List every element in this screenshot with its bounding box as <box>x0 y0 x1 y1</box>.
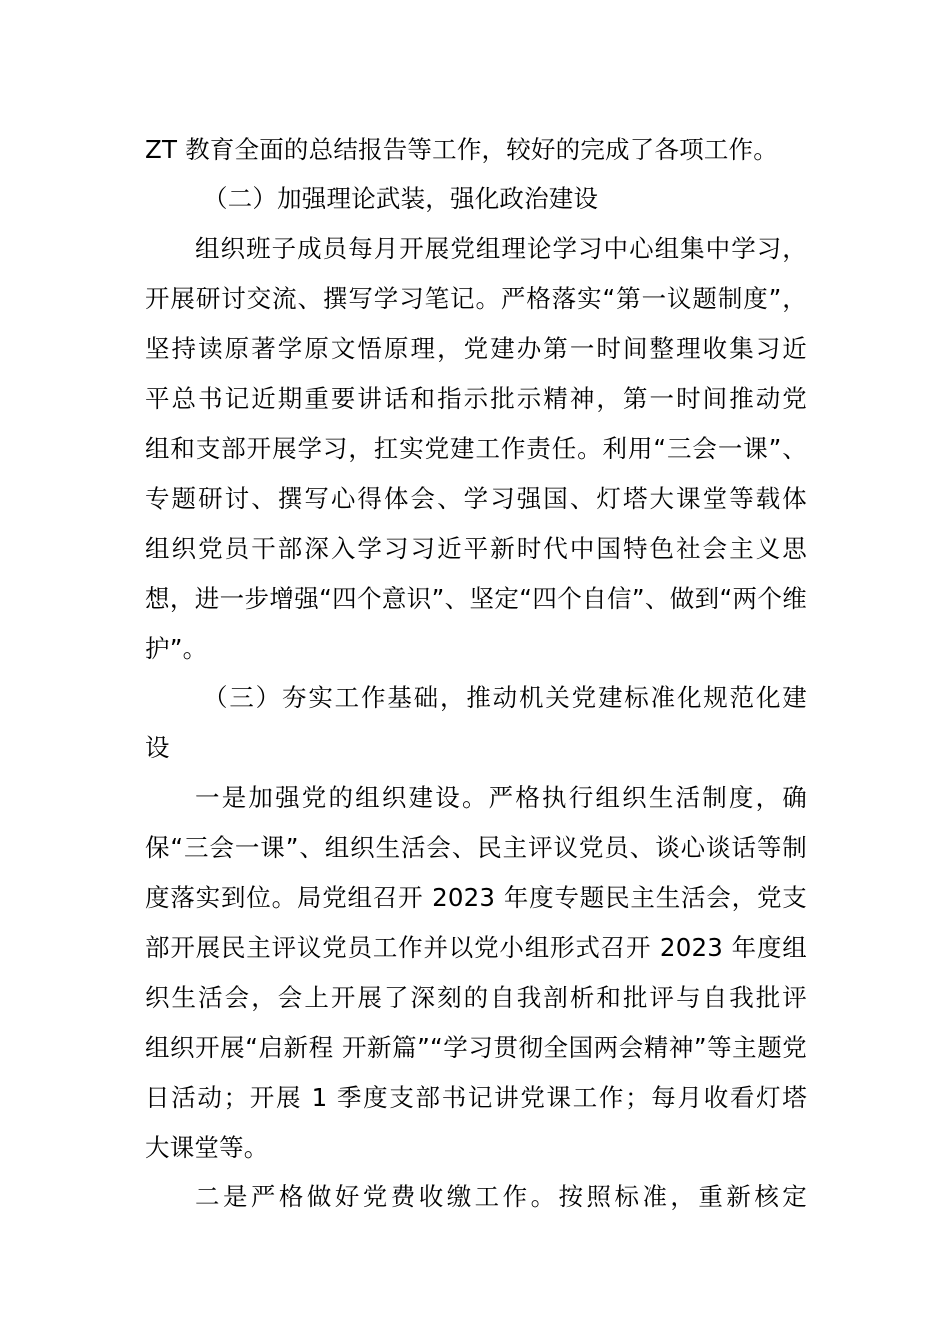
paragraph-3-line: 大课堂等。 <box>145 1133 269 1162</box>
paragraph-3-line: 日活动；开展 1 季度支部书记讲党课工作；每月收看灯塔 <box>145 1083 807 1112</box>
paragraph-2-line: 组织班子成员每月开展党组理论学习中心组集中学习， <box>195 234 807 263</box>
paragraph-2-line: 组织党员干部深入学习习近平新时代中国特色社会主义思 <box>145 534 807 563</box>
paragraph-3-line: 保“三会一课”、组织生活会、民主评议党员、谈心谈话等制 <box>145 833 807 862</box>
paragraph-2-line: 想，进一步增强“四个意识”、坚定“四个自信”、做到“两个维 <box>145 584 807 613</box>
paragraph-3-line: 组织开展“启新程 开新篇”“学习贯彻全国两会精神”等主题党 <box>145 1033 807 1062</box>
paragraph-3-line: 织生活会，会上开展了深刻的自我剖析和批评与自我批评 <box>145 983 807 1012</box>
paragraph-2-line: 护”。 <box>145 634 208 663</box>
paragraph-2-line: 开展研讨交流、撰写学习笔记。严格落实“第一议题制度”， <box>145 284 807 313</box>
section-heading-3-cont: 设 <box>145 733 170 762</box>
section-heading-2: （二）加强理论武装，强化政治建设 <box>203 184 599 213</box>
paragraph-2-line: 组和支部开展学习，扛实党建工作责任。利用“三会一课”、 <box>145 434 807 463</box>
paragraph-3-line: 部开展民主评议党员工作并以党小组形式召开 2023 年度组 <box>145 933 807 962</box>
paragraph-intro-line: ZT 教育全面的总结报告等工作，较好的完成了各项工作。 <box>145 135 778 164</box>
paragraph-2-line: 平总书记近期重要讲话和指示批示精神，第一时间推动党 <box>145 384 807 413</box>
paragraph-2-line: 坚持读原著学原文悟原理，党建办第一时间整理收集习近 <box>145 334 807 363</box>
paragraph-2-line: 专题研讨、撰写心得体会、学习强国、灯塔大课堂等载体 <box>145 484 807 513</box>
paragraph-4-line: 二是严格做好党费收缴工作。按照标准，重新核定 <box>195 1182 807 1211</box>
paragraph-3-line: 一是加强党的组织建设。严格执行组织生活制度，确 <box>195 783 807 812</box>
section-heading-3: （三）夯实工作基础，推动机关党建标准化规范化建 <box>203 683 807 712</box>
paragraph-3-line: 度落实到位。局党组召开 2023 年度专题民主生活会，党支 <box>145 883 807 912</box>
